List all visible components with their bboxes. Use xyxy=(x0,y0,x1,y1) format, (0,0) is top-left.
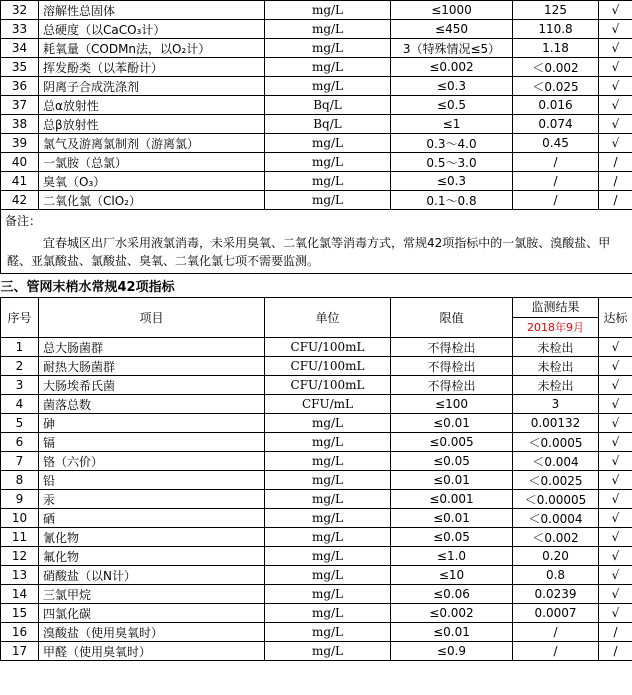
row-limit: 不得检出 xyxy=(391,338,513,357)
table-row xyxy=(1,77,632,96)
row-limit: 不得检出 xyxy=(391,357,513,376)
row-result: ＜0.00005 xyxy=(513,490,599,509)
row-unit: mg/L xyxy=(265,623,391,642)
table-row xyxy=(1,96,632,115)
row-limit: ≤0.001 xyxy=(391,490,513,509)
row-unit: CFU/100mL xyxy=(265,376,391,395)
row-item: 臭氧（O₃） xyxy=(39,172,265,191)
row-ok: / xyxy=(599,191,632,210)
row-unit: mg/L xyxy=(265,58,391,77)
row-item: 溴酸盐（使用臭氧时） xyxy=(39,623,265,642)
row-item: 二氧化氯（ClO₂） xyxy=(39,191,265,210)
header-item: 项目 xyxy=(39,298,265,338)
row-limit: ≤1000 xyxy=(391,1,513,20)
row-ok: √ xyxy=(599,395,632,414)
row-result: 0.20 xyxy=(513,547,599,566)
row-result: 0.45 xyxy=(513,134,599,153)
table-row xyxy=(1,338,632,357)
row-result: 未检出 xyxy=(513,376,599,395)
row-unit: mg/L xyxy=(265,509,391,528)
row-result: 未检出 xyxy=(513,338,599,357)
row-limit: ≤0.01 xyxy=(391,471,513,490)
row-unit: mg/L xyxy=(265,153,391,172)
row-unit: mg/L xyxy=(265,528,391,547)
row-item: 总α放射性 xyxy=(39,96,265,115)
row-unit: Bq/L xyxy=(265,96,391,115)
row-ok: √ xyxy=(599,433,632,452)
row-unit: mg/L xyxy=(265,471,391,490)
row-item: 甲醛（使用臭氧时） xyxy=(39,642,265,661)
row-item: 铅 xyxy=(39,471,265,490)
row-ok: / xyxy=(599,642,632,661)
header-ok: 达标 xyxy=(599,298,632,338)
row-unit: CFU/100mL xyxy=(265,357,391,376)
row-limit: 0.5～3.0 xyxy=(391,153,513,172)
row-number: 42 xyxy=(1,191,39,210)
row-item: 氯气及游离氯制剂（游离氯） xyxy=(39,134,265,153)
table-row xyxy=(1,471,632,490)
table-row xyxy=(1,604,632,623)
row-limit: 0.1～0.8 xyxy=(391,191,513,210)
note-label: 备注： xyxy=(1,210,632,232)
row-number: 39 xyxy=(1,134,39,153)
table-row xyxy=(1,547,632,566)
row-number: 40 xyxy=(1,153,39,172)
header-limit: 限值 xyxy=(391,298,513,338)
row-item: 汞 xyxy=(39,490,265,509)
row-limit: ≤0.3 xyxy=(391,172,513,191)
row-item: 挥发酚类（以苯酚计） xyxy=(39,58,265,77)
row-number: 10 xyxy=(1,509,39,528)
row-ok: √ xyxy=(599,96,632,115)
row-limit: ≤0.05 xyxy=(391,452,513,471)
table-row xyxy=(1,395,632,414)
row-limit: ≤0.002 xyxy=(391,604,513,623)
top-rows xyxy=(1,1,632,210)
row-result: 110.8 xyxy=(513,20,599,39)
row-item: 耐热大肠菌群 xyxy=(39,357,265,376)
row-result: 0.00132 xyxy=(513,414,599,433)
row-ok: √ xyxy=(599,338,632,357)
table-row xyxy=(1,585,632,604)
row-ok: √ xyxy=(599,490,632,509)
row-result: / xyxy=(513,623,599,642)
row-number: 7 xyxy=(1,452,39,471)
row-ok: / xyxy=(599,623,632,642)
table-row xyxy=(1,172,632,191)
row-unit: mg/L xyxy=(265,547,391,566)
row-number: 17 xyxy=(1,642,39,661)
table-row xyxy=(1,1,632,20)
row-unit: mg/L xyxy=(265,20,391,39)
row-ok: √ xyxy=(599,1,632,20)
row-result: ＜0.0025 xyxy=(513,471,599,490)
row-result: ＜0.0004 xyxy=(513,509,599,528)
row-number: 14 xyxy=(1,585,39,604)
table-row xyxy=(1,433,632,452)
row-number: 36 xyxy=(1,77,39,96)
row-number: 4 xyxy=(1,395,39,414)
row-limit: ≤1.0 xyxy=(391,547,513,566)
row-limit: 不得检出 xyxy=(391,376,513,395)
row-unit: CFU/mL xyxy=(265,395,391,414)
row-number: 1 xyxy=(1,338,39,357)
row-result: 未检出 xyxy=(513,357,599,376)
section3-rows xyxy=(1,338,632,661)
row-ok: √ xyxy=(599,528,632,547)
table-row xyxy=(1,376,632,395)
row-result: ＜0.002 xyxy=(513,528,599,547)
header-unit: 单位 xyxy=(265,298,391,338)
row-ok: √ xyxy=(599,509,632,528)
row-number: 35 xyxy=(1,58,39,77)
row-result: ＜0.002 xyxy=(513,58,599,77)
row-ok: √ xyxy=(599,566,632,585)
row-number: 16 xyxy=(1,623,39,642)
table-row xyxy=(1,20,632,39)
row-ok: √ xyxy=(599,134,632,153)
row-result: 0.074 xyxy=(513,115,599,134)
row-limit: ≤100 xyxy=(391,395,513,414)
row-ok: √ xyxy=(599,452,632,471)
row-unit: mg/L xyxy=(265,39,391,58)
row-unit: mg/L xyxy=(265,1,391,20)
table-header-row xyxy=(1,298,632,338)
table-row xyxy=(1,39,632,58)
row-limit: 0.3～4.0 xyxy=(391,134,513,153)
row-ok: / xyxy=(599,153,632,172)
table-row xyxy=(1,153,632,172)
row-ok: √ xyxy=(599,471,632,490)
row-result: / xyxy=(513,153,599,172)
row-limit: ≤0.002 xyxy=(391,58,513,77)
row-limit: 3（特殊情况≤5） xyxy=(391,39,513,58)
table-row xyxy=(1,528,632,547)
row-result: 1.18 xyxy=(513,39,599,58)
row-unit: mg/L xyxy=(265,452,391,471)
row-result: 0.016 xyxy=(513,96,599,115)
row-result: / xyxy=(513,191,599,210)
row-result: ＜0.0005 xyxy=(513,433,599,452)
row-number: 15 xyxy=(1,604,39,623)
row-result: ＜0.004 xyxy=(513,452,599,471)
row-limit: ≤0.01 xyxy=(391,623,513,642)
section-title: 三、管网末梢水常规42项指标 xyxy=(1,274,632,298)
row-ok: √ xyxy=(599,547,632,566)
table-row xyxy=(1,452,632,471)
row-limit: ≤1 xyxy=(391,115,513,134)
row-number: 32 xyxy=(1,1,39,20)
row-unit: mg/L xyxy=(265,566,391,585)
row-item: 硒 xyxy=(39,509,265,528)
row-ok: √ xyxy=(599,585,632,604)
row-result: 3 xyxy=(513,395,599,414)
row-item: 溶解性总固体 xyxy=(39,1,265,20)
row-item: 硝酸盐（以N计） xyxy=(39,566,265,585)
row-unit: CFU/100mL xyxy=(265,338,391,357)
table-row xyxy=(1,414,632,433)
row-number: 34 xyxy=(1,39,39,58)
row-ok: √ xyxy=(599,376,632,395)
row-limit: ≤450 xyxy=(391,20,513,39)
row-number: 8 xyxy=(1,471,39,490)
table-row xyxy=(1,115,632,134)
row-number: 37 xyxy=(1,96,39,115)
row-result: 0.8 xyxy=(513,566,599,585)
row-number: 12 xyxy=(1,547,39,566)
row-number: 11 xyxy=(1,528,39,547)
row-item: 总大肠菌群 xyxy=(39,338,265,357)
row-unit: mg/L xyxy=(265,585,391,604)
row-result: / xyxy=(513,642,599,661)
row-unit: mg/L xyxy=(265,134,391,153)
row-unit: mg/L xyxy=(265,77,391,96)
row-number: 38 xyxy=(1,115,39,134)
header-result-label: 监测结果 xyxy=(513,298,598,318)
row-limit: ≤0.5 xyxy=(391,96,513,115)
row-limit: ≤0.06 xyxy=(391,585,513,604)
row-item: 一氯胺（总氯） xyxy=(39,153,265,172)
row-limit: ≤10 xyxy=(391,566,513,585)
row-ok: √ xyxy=(599,20,632,39)
row-limit: ≤0.3 xyxy=(391,77,513,96)
row-number: 2 xyxy=(1,357,39,376)
table-row xyxy=(1,642,632,661)
row-ok: √ xyxy=(599,414,632,433)
row-unit: mg/L xyxy=(265,172,391,191)
header-no: 序号 xyxy=(1,298,39,338)
row-result: 0.0007 xyxy=(513,604,599,623)
row-item: 四氯化碳 xyxy=(39,604,265,623)
table-row xyxy=(1,623,632,642)
table-row xyxy=(1,191,632,210)
row-number: 13 xyxy=(1,566,39,585)
row-number: 33 xyxy=(1,20,39,39)
table-row xyxy=(1,357,632,376)
row-number: 9 xyxy=(1,490,39,509)
row-unit: mg/L xyxy=(265,642,391,661)
row-unit: mg/L xyxy=(265,604,391,623)
row-unit: mg/L xyxy=(265,433,391,452)
table-row xyxy=(1,58,632,77)
row-ok: √ xyxy=(599,39,632,58)
row-number: 41 xyxy=(1,172,39,191)
row-ok: √ xyxy=(599,58,632,77)
row-result: 0.0239 xyxy=(513,585,599,604)
row-item: 大肠埃希氏菌 xyxy=(39,376,265,395)
row-item: 总β放射性 xyxy=(39,115,265,134)
row-item: 三氯甲烷 xyxy=(39,585,265,604)
row-limit: ≤0.05 xyxy=(391,528,513,547)
table-row xyxy=(1,509,632,528)
row-result: / xyxy=(513,172,599,191)
table-row xyxy=(1,566,632,585)
row-item: 氰化物 xyxy=(39,528,265,547)
table-row xyxy=(1,134,632,153)
row-item: 砷 xyxy=(39,414,265,433)
row-limit: ≤0.01 xyxy=(391,509,513,528)
row-item: 总硬度（以CaCO₃计） xyxy=(39,20,265,39)
row-ok: √ xyxy=(599,115,632,134)
row-ok: √ xyxy=(599,604,632,623)
row-ok: √ xyxy=(599,77,632,96)
row-item: 阴离子合成洗涤剂 xyxy=(39,77,265,96)
row-unit: mg/L xyxy=(265,414,391,433)
table-row xyxy=(1,490,632,509)
row-number: 3 xyxy=(1,376,39,395)
row-limit: ≤0.9 xyxy=(391,642,513,661)
row-ok: √ xyxy=(599,357,632,376)
row-item: 菌落总数 xyxy=(39,395,265,414)
row-item: 镉 xyxy=(39,433,265,452)
header-result-date: 2018年9月 xyxy=(527,321,584,334)
row-unit: mg/L xyxy=(265,490,391,509)
row-result: ＜0.025 xyxy=(513,77,599,96)
row-unit: mg/L xyxy=(265,191,391,210)
note-text: 宜春城区出厂水采用液氯消毒，未采用臭氧、二氧化氯等消毒方式，常规42项指标中的一氯胺、溴酸盐、甲醛、亚氯酸盐、氯酸盐、臭氧、二氧化氯七项不需要监测。 xyxy=(1,232,632,274)
row-item: 氟化物 xyxy=(39,547,265,566)
row-number: 6 xyxy=(1,433,39,452)
row-item: 铬（六价） xyxy=(39,452,265,471)
row-item: 耗氧量（CODMn法，以O₂计） xyxy=(39,39,265,58)
row-result: 125 xyxy=(513,1,599,20)
row-number: 5 xyxy=(1,414,39,433)
row-unit: Bq/L xyxy=(265,115,391,134)
header-result xyxy=(513,298,599,338)
row-limit: ≤0.01 xyxy=(391,414,513,433)
row-limit: ≤0.005 xyxy=(391,433,513,452)
row-ok: / xyxy=(599,172,632,191)
